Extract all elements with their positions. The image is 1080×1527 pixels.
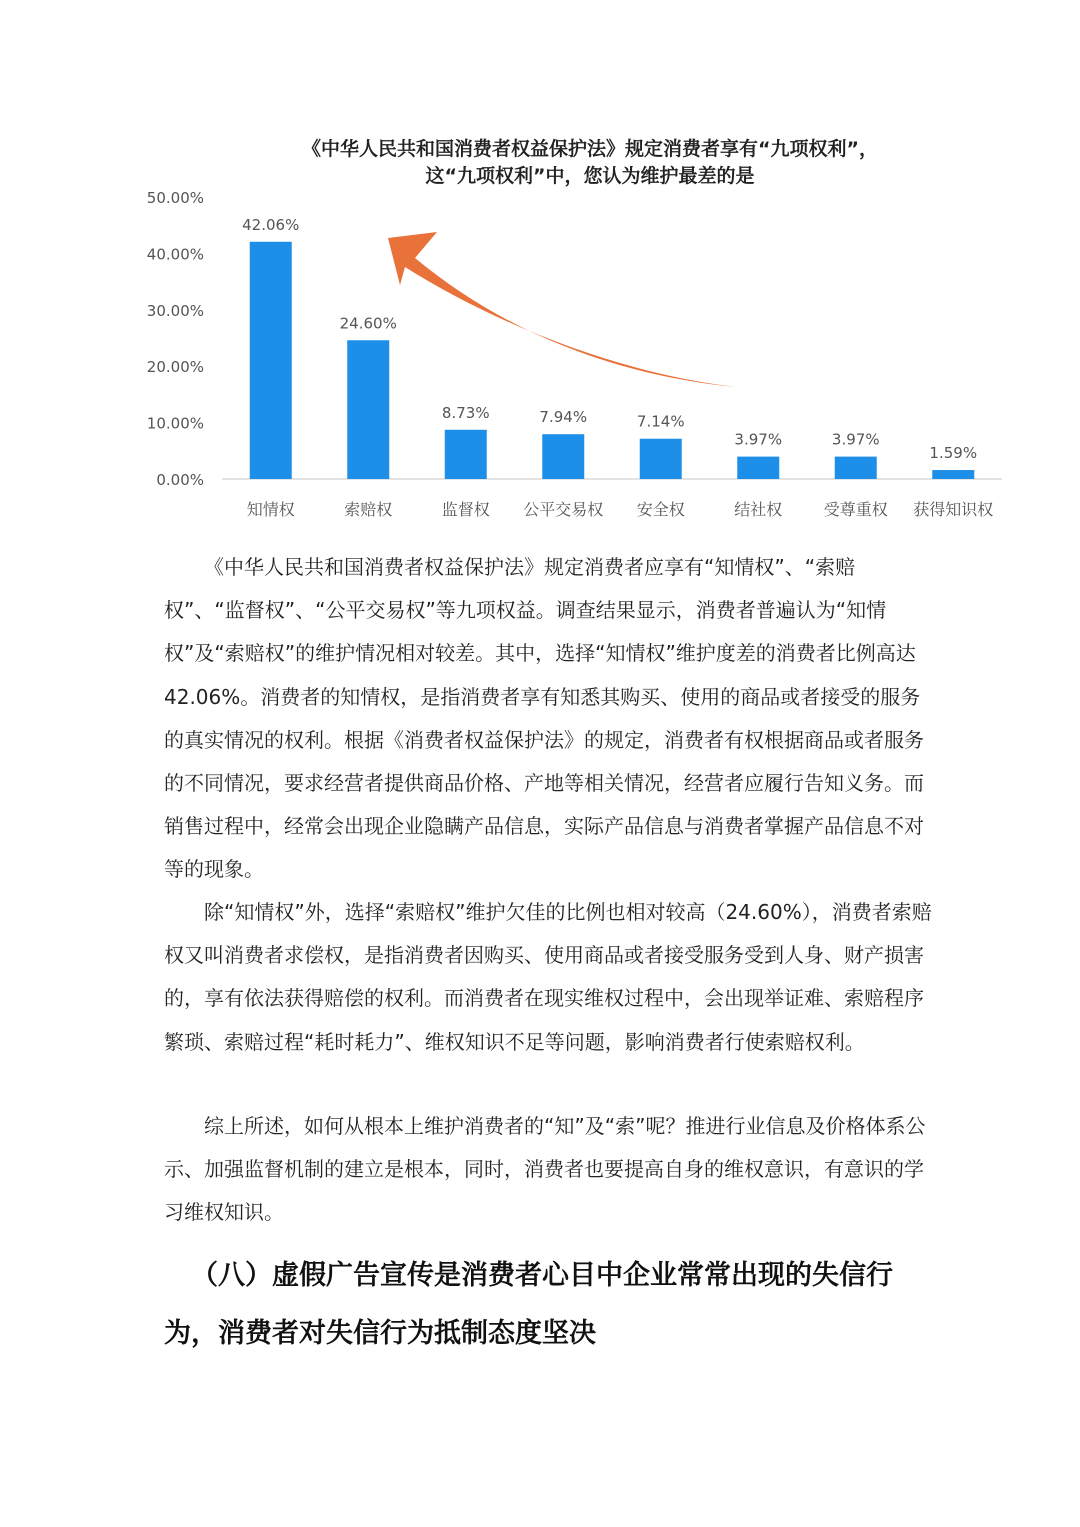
category-label: 受尊重权 — [823, 500, 888, 519]
category-label: 公平交易权 — [523, 500, 604, 519]
bar — [347, 340, 389, 479]
bar-value-label: 42.06% — [242, 215, 300, 234]
y-axis — [147, 189, 204, 489]
bar — [835, 457, 877, 479]
category-label: 知情权 — [246, 500, 295, 519]
paragraph-rights-overview: 《中华人民共和国消费者权益保护法》规定消费者应享有“知情权”、“索赔权”、“监督权”、“公平交易权”等九项权益。调查结果显示，消费者普遍认为“知情权”及“索赔权”的维护情况相对较差。其中，选择“知情权”维护度差的消费者比例高达 42.06%。消费者的知情权，是指消费者享有知悉其购买、使用的商品或者接受的服务的真实情况的权利。根据《消费者权益保护法》的规定，消费者有权根据商品或者服务的不同情况，要求经营者提供商品价格、产地等相关情况，经营者应履行告知义务。而销售过程中，经常会出现企业隐瞒产品信息，实际产品信息与消费者掌握产品信息不对等的现象。 — [164, 555, 924, 882]
paragraph-summary: 综上所述，如何从根本上维护消费者的“知”及“索”呢？推进行业信息及价格体系公示、加强监督机制的建立是根本，同时，消费者也要提高自身的维权意识，有意识的学习维权知识。 — [164, 1114, 926, 1225]
category-label: 监督权 — [441, 500, 490, 519]
bar-value-label: 7.14% — [636, 412, 685, 431]
y-tick-label: 40.00% — [146, 245, 204, 264]
bar — [542, 434, 584, 479]
chart-title-line2: 这“九项权利”中，您认为维护最差的是 — [425, 165, 755, 187]
bar — [445, 430, 487, 479]
bar — [932, 470, 974, 479]
chart-title-line1: 《中华人民共和国消费者权益保护法》规定消费者享有“九项权利”， — [302, 138, 878, 160]
bar-value-label: 3.97% — [831, 430, 880, 449]
bar-chart — [0, 0, 1080, 540]
bar — [737, 457, 779, 479]
category-labels — [247, 500, 994, 519]
bar — [640, 439, 682, 479]
trend-arrow — [388, 232, 736, 387]
y-tick-label: 10.00% — [146, 414, 204, 433]
category-label: 索赔权 — [344, 500, 393, 519]
bar-value-label: 8.73% — [441, 403, 490, 422]
bar-value-label: 3.97% — [734, 430, 783, 449]
category-label: 获得知识权 — [913, 500, 994, 519]
bar-value-label: 7.94% — [539, 408, 588, 427]
paragraph-compensation-right: 除“知情权”外，选择“索赔权”维护欠佳的比例也相对较高（24.60%），消费者索赔权又叫消费者求偿权，是指消费者因购买、使用商品或者接受服务受到人身、财产损害的，享有依法获得赔偿的权利。而消费者在现实维权过程中，会出现举证难、索赔程序繁琐、索赔过程“耗时耗力”、维权知识不足等问题，影响消费者行使索赔权利。 — [164, 900, 932, 1054]
y-tick-label: 0.00% — [156, 471, 204, 489]
bar — [250, 242, 292, 479]
category-label: 结社权 — [734, 500, 783, 519]
bar-value-label: 1.59% — [929, 444, 978, 463]
section-heading: （八）虚假广告宣传是消费者心目中企业常常出现的失信行为，消费者对失信行为抵制态度坚决 — [164, 1260, 893, 1349]
category-label: 安全权 — [636, 500, 685, 519]
y-tick-label: 30.00% — [146, 301, 204, 320]
y-tick-label: 20.00% — [146, 358, 204, 377]
y-tick-label: 50.00% — [146, 189, 204, 207]
bar-value-label: 24.60% — [339, 314, 397, 333]
